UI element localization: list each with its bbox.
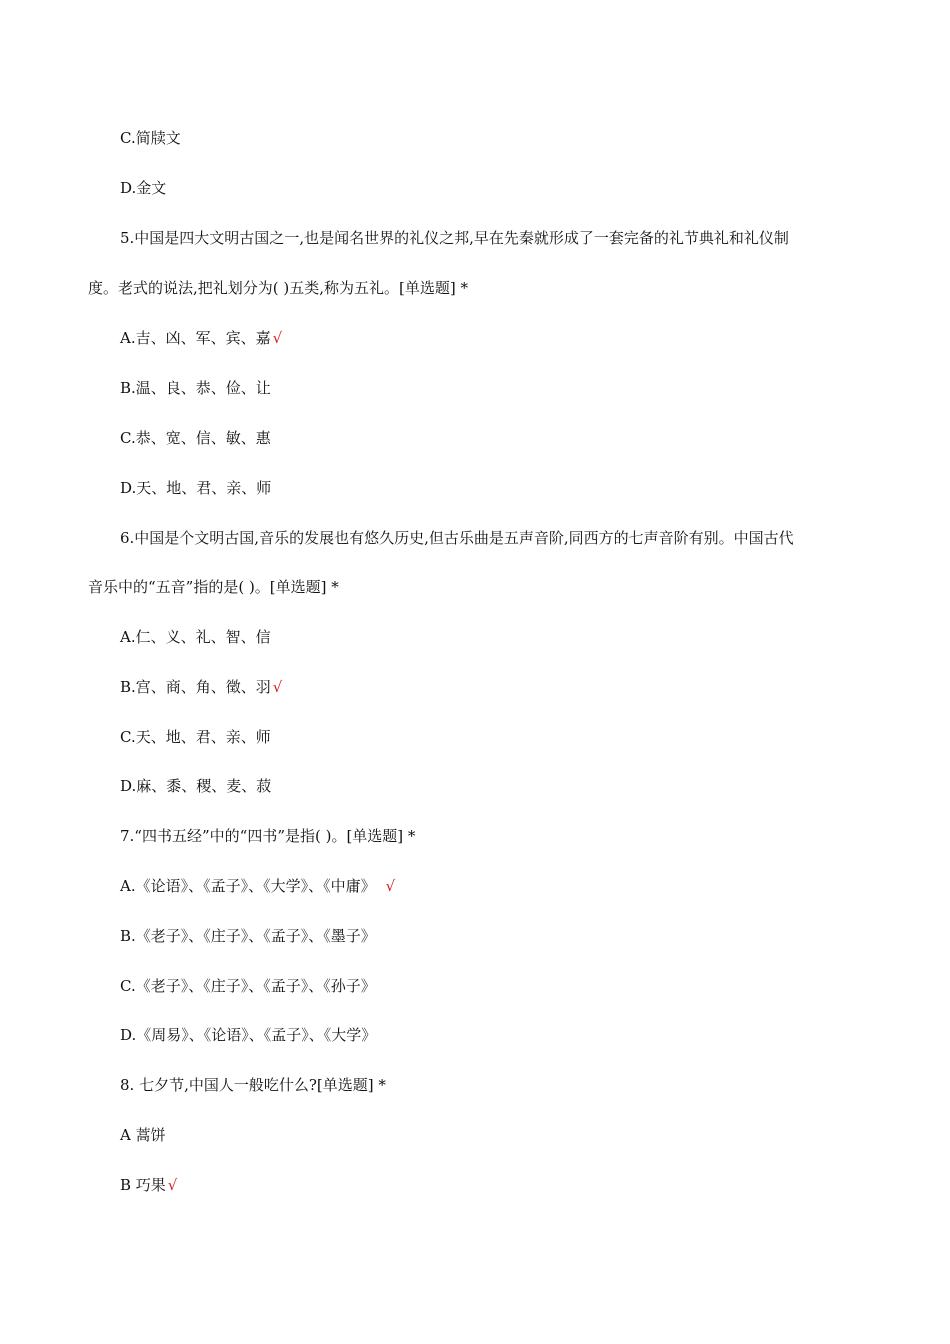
q5-stem-line1 — [120, 228, 789, 248]
correct-check-icon: √ — [272, 329, 283, 347]
q8-stem — [120, 1075, 386, 1095]
q5-stem-line2 — [88, 278, 468, 298]
correct-check-icon: √ — [385, 877, 396, 895]
question-text: 5.中国是四大文明古国之一,也是闻名世界的礼仪之邦,早在先秦就形成了一套完备的礼节典礼和礼仪制 — [120, 229, 789, 247]
option-text: C.《老子》、《庄子》、《孟子》、《孙子》 — [120, 977, 376, 995]
question-text: 度。老式的说法,把礼划分为( )五类,称为五礼。[单选题] * — [88, 279, 468, 297]
q7-option-b — [120, 926, 376, 946]
option-text: B.宫、商、角、徵、羽 — [120, 678, 271, 696]
q4-option-d — [120, 178, 166, 198]
correct-check-icon: √ — [167, 1176, 178, 1194]
question-text: 6.中国是个文明古国,音乐的发展也有悠久历史,但古乐曲是五声音阶,同西方的七声音阶有别。中国古代 — [120, 529, 794, 547]
q6-option-d — [120, 776, 271, 796]
q7-stem — [120, 826, 415, 846]
q7-option-c — [120, 976, 376, 996]
q5-option-d — [120, 478, 271, 498]
option-text: A.仁、义、礼、智、信 — [120, 628, 271, 646]
question-text: 7.“四书五经”中的“四书”是指( )。[单选题] * — [120, 827, 416, 845]
q6-option-c — [120, 727, 271, 747]
q6-stem-line1 — [120, 528, 794, 548]
q7-option-a — [120, 876, 395, 896]
question-text: 音乐中的“五音”指的是( )。[单选题] * — [88, 578, 339, 596]
option-text: A.吉、凶、军、宾、嘉 — [120, 329, 271, 347]
option-text: C.恭、宽、信、敏、惠 — [120, 429, 271, 447]
option-text: B.温、良、恭、俭、让 — [120, 379, 271, 397]
correct-check-icon: √ — [272, 678, 283, 696]
option-text: C.天、地、君、亲、师 — [120, 728, 271, 746]
option-text: C.简牍文 — [120, 129, 181, 147]
q5-option-a — [120, 328, 282, 348]
q5-option-c — [120, 428, 271, 448]
q6-option-a — [120, 627, 271, 647]
option-text: D.《周易》、《论语》、《孟子》、《大学》 — [120, 1026, 377, 1044]
option-text: D.麻、黍、稷、麦、菽 — [120, 777, 272, 795]
q5-option-b — [120, 378, 271, 398]
option-text: A 蒿饼 — [120, 1126, 166, 1144]
option-text: D.金文 — [120, 179, 167, 197]
option-text: B 巧果 — [120, 1176, 166, 1194]
q4-option-c — [120, 128, 181, 148]
question-text: 8. 七夕节,中国人一般吃什么?[单选题] * — [120, 1076, 386, 1094]
q6-stem-line2 — [88, 577, 339, 597]
q7-option-d — [120, 1025, 376, 1045]
option-text: D.天、地、君、亲、师 — [120, 479, 272, 497]
option-text: B.《老子》、《庄子》、《孟子》、《墨子》 — [120, 927, 376, 945]
option-text: A.《论语》、《孟子》、《大学》、《中庸》 — [120, 877, 376, 895]
q6-option-b — [120, 677, 282, 697]
q8-option-a — [120, 1125, 166, 1145]
q8-option-b — [120, 1175, 177, 1195]
